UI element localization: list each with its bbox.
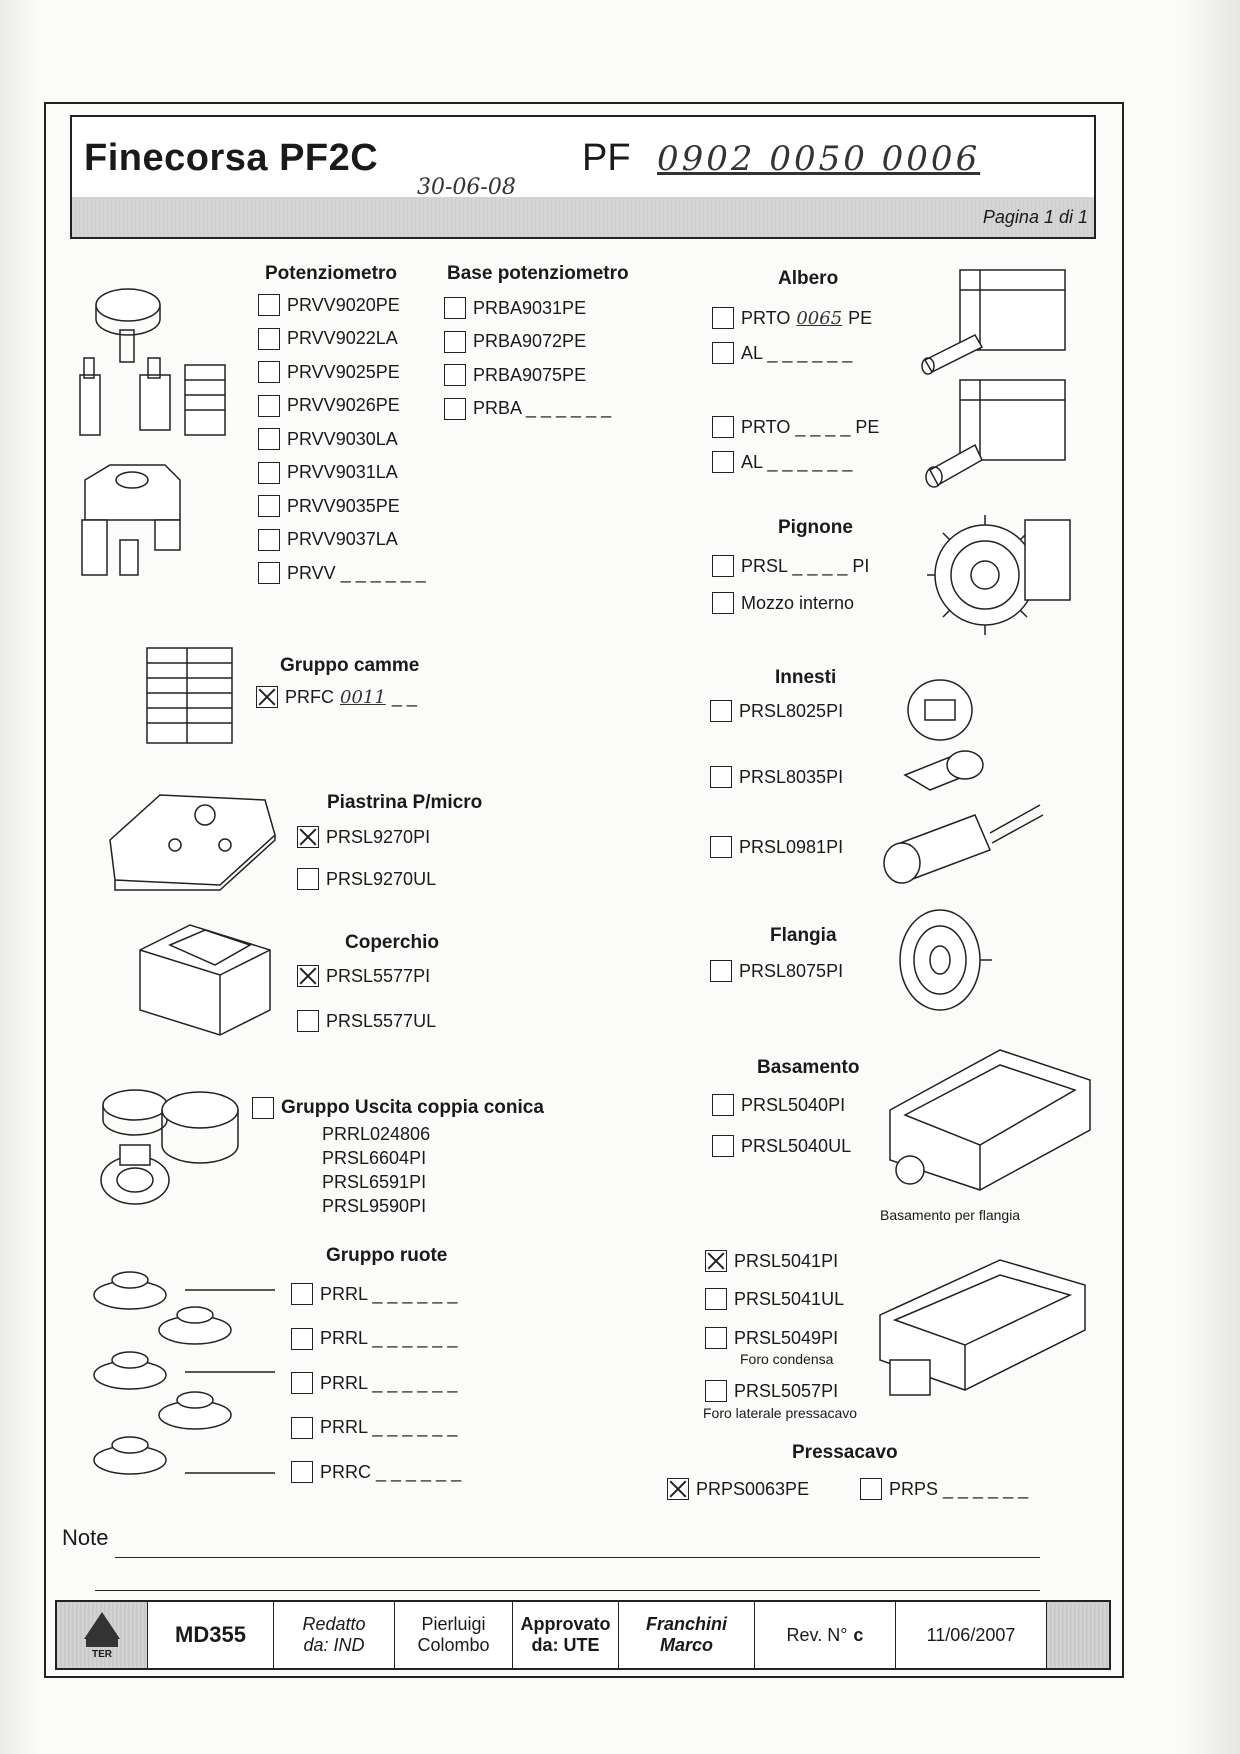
checkbox[interactable]	[258, 462, 280, 484]
checkbox[interactable]	[297, 1010, 319, 1032]
coperchio-item-1[interactable]	[297, 965, 430, 987]
checkbox[interactable]	[252, 1097, 274, 1119]
gruppo-uscita-heading: Gruppo Uscita coppia conica	[281, 1097, 544, 1118]
gruppo-ruote-item-1-label: PRRL _ _ _ _ _ _	[320, 1283, 458, 1304]
footer-redatto-name	[395, 1602, 513, 1668]
base-housing-drawing	[870, 1250, 1090, 1410]
footer-redatto-label	[274, 1602, 395, 1668]
checkbox[interactable]	[705, 1327, 727, 1349]
albero-item-4-label: AL _ _ _ _ _ _	[741, 451, 853, 472]
potenziometro-item-1[interactable]	[258, 294, 400, 316]
checkbox[interactable]	[860, 1478, 882, 1500]
pressacavo-item-1-label: PRPS0063PE	[696, 1478, 810, 1499]
checkbox[interactable]	[291, 1417, 313, 1439]
checkbox[interactable]	[258, 328, 280, 350]
checkbox[interactable]	[291, 1328, 313, 1350]
coperchio-item-2[interactable]	[297, 1010, 436, 1032]
checkbox[interactable]	[258, 562, 280, 584]
coperchio-item-2-label: PRSL5577UL	[326, 1010, 437, 1031]
cam-group-drawing	[142, 638, 242, 748]
checkbox[interactable]	[712, 592, 734, 614]
checkbox-checked[interactable]	[667, 1478, 689, 1500]
checkbox[interactable]	[297, 868, 319, 890]
checkbox[interactable]	[710, 960, 732, 982]
footer-approvato-label	[513, 1602, 619, 1668]
revision-date: 11/06/2007	[926, 1624, 1016, 1645]
handwritten-date: 30-06-08	[417, 175, 516, 200]
pignone-item-1[interactable]	[712, 555, 869, 577]
base-potenziometro-item-3[interactable]	[444, 364, 586, 386]
albero-item-3[interactable]	[712, 416, 879, 438]
innesti-item-3-label: PRSL0981PI	[739, 836, 844, 857]
pressacavo-item-1[interactable]	[667, 1478, 809, 1500]
checkbox[interactable]	[712, 416, 734, 438]
base-potenziometro-item-1[interactable]	[444, 297, 586, 319]
gruppo-ruote-heading: Gruppo ruote	[326, 1245, 448, 1266]
gruppo-uscita-code-1: PRRL024806	[322, 1124, 431, 1144]
potenziometro-item-6-label: PRVV9031LA	[287, 462, 398, 482]
flangia-item-1[interactable]	[710, 960, 843, 982]
pignone-heading: Pignone	[778, 517, 853, 538]
coperchio-item-1-label: PRSL5577PI	[326, 965, 431, 986]
checkbox[interactable]	[291, 1461, 313, 1483]
innesti-heading: Innesti	[775, 667, 837, 688]
checkbox[interactable]	[258, 395, 280, 417]
pignone-item-1-label: PRSL _ _ _ _ PI	[741, 555, 870, 576]
gruppo-uscita-code-3: PRSL6591PI	[322, 1172, 427, 1192]
footer-end-cell	[1047, 1602, 1109, 1668]
page-number: Pagina 1 di 1	[982, 207, 1088, 227]
redatto-name-2: Colombo	[417, 1635, 490, 1655]
potenziometro-item-2[interactable]	[258, 328, 398, 350]
gruppo-ruote-item-2-label: PRRL _ _ _ _ _ _	[320, 1328, 458, 1348]
ter-logo-text: TER	[92, 1649, 112, 1661]
innesti-item-1[interactable]	[710, 700, 843, 722]
basamento-item-2-label: PRSL5040UL	[741, 1135, 852, 1156]
gruppo-ruote-item-5[interactable]	[291, 1461, 461, 1483]
footer-approvato-name	[619, 1602, 755, 1668]
note-line-2[interactable]	[95, 1590, 1040, 1591]
cover-drawing	[120, 920, 280, 1040]
gruppo-camme-handwritten: 0011	[340, 686, 386, 708]
note-label: Note	[62, 1525, 109, 1550]
flangia-item-1-label: PRSL8075PI	[739, 960, 844, 981]
checkbox[interactable]	[258, 294, 280, 316]
gruppo-camme-item[interactable]	[256, 686, 417, 708]
piastrina-heading: Piastrina P/micro	[327, 792, 483, 813]
checkbox[interactable]	[712, 342, 734, 364]
footer-table	[55, 1600, 1111, 1670]
checkbox[interactable]	[712, 307, 734, 329]
checkbox[interactable]	[444, 331, 466, 353]
basamento-item-2[interactable]	[712, 1135, 851, 1157]
checkbox[interactable]	[444, 398, 466, 420]
potenziometro-item-2-label: PRVV9022LA	[287, 328, 398, 348]
pf-code-handwritten: 0902 0050 0006	[657, 139, 981, 179]
gruppo-camme-heading: Gruppo camme	[280, 655, 420, 676]
shaft-drawing	[920, 265, 1070, 495]
basamento-item-1-label: PRSL5040PI	[741, 1094, 846, 1115]
base-potenziometro-item-2-label: PRBA9072PE	[473, 331, 587, 351]
albero-item-4[interactable]	[712, 451, 852, 473]
footer-rev	[755, 1602, 896, 1668]
checkbox[interactable]	[710, 766, 732, 788]
note-line-1[interactable]	[115, 1557, 1040, 1558]
basamento2-item-2[interactable]	[705, 1288, 844, 1310]
pinion-drawing	[930, 510, 1070, 650]
base-flange-drawing	[880, 1040, 1100, 1200]
basamento2-item-1-label: PRSL5041PI	[734, 1250, 839, 1271]
basamento-caption: Basamento per flangia	[880, 1207, 1021, 1223]
checkbox[interactable]	[291, 1283, 313, 1305]
checkbox-checked[interactable]	[705, 1250, 727, 1272]
potenziometro-item-5-label: PRVV9030LA	[287, 428, 398, 449]
header-shaded-band	[72, 197, 1094, 237]
base-potenziometro-item-3-label: PRBA9075PE	[473, 364, 587, 385]
potenziometro-item-3-label: PRVV9025PE	[287, 361, 400, 382]
pressacavo-heading: Pressacavo	[792, 1442, 898, 1463]
form-header	[70, 115, 1096, 239]
innesti-item-2-label: PRSL8035PI	[739, 766, 844, 787]
redatto-label-2: da: IND	[303, 1635, 365, 1655]
potenziometro-item-9-label: PRVV _ _ _ _ _ _	[287, 562, 426, 583]
albero-item-1[interactable]	[712, 307, 872, 329]
gruppo-ruote-item-3[interactable]	[291, 1372, 457, 1394]
basamento2-item-4-label: PRSL5057PI	[734, 1380, 839, 1401]
albero-item-3-label: PRTO _ _ _ _ PE	[741, 416, 880, 437]
checkbox[interactable]	[258, 361, 280, 383]
coperchio-heading: Coperchio	[345, 932, 439, 953]
innesti-item-2[interactable]	[710, 766, 843, 788]
piastrina-item-2[interactable]	[297, 868, 436, 890]
checkbox-checked[interactable]	[256, 686, 278, 708]
gruppo-ruote-item-4[interactable]	[291, 1417, 457, 1439]
potenziometro-item-9[interactable]	[258, 562, 426, 584]
potenziometro-item-7[interactable]	[258, 495, 400, 517]
basamento2-item-2-label: PRSL5041UL	[734, 1288, 845, 1309]
potenziometro-item-1-label: PRVV9020PE	[287, 294, 400, 315]
approvato-name-2: Marco	[659, 1635, 713, 1655]
basamento2-item-4[interactable]	[705, 1380, 838, 1402]
albero-item-2[interactable]	[712, 342, 852, 364]
gruppo-uscita-heading-row[interactable]	[252, 1097, 544, 1119]
checkbox[interactable]	[444, 364, 466, 386]
checkbox[interactable]	[705, 1288, 727, 1310]
gruppo-camme-suffix: _ _	[391, 686, 417, 707]
basamento2-item-3-note: Foro condensa	[740, 1351, 834, 1367]
gruppo-ruote-item-3-label: PRRL _ _ _ _ _ _	[320, 1372, 458, 1393]
gruppo-ruote-item-1[interactable]	[291, 1283, 457, 1305]
doc-code: MD355	[175, 1622, 246, 1648]
footer-date	[896, 1602, 1047, 1668]
albero-item-2-label: AL _ _ _ _ _ _	[741, 342, 853, 363]
basamento2-item-1[interactable]	[705, 1250, 838, 1272]
checkbox[interactable]	[705, 1380, 727, 1402]
albero-item-1-prefix: PRTO	[741, 307, 791, 328]
output-gear-drawing	[95, 1080, 245, 1220]
checkbox[interactable]	[710, 836, 732, 858]
pressacavo-item-2-label: PRPS _ _ _ _ _ _	[889, 1478, 1029, 1499]
potenziometro-item-5[interactable]	[258, 428, 398, 450]
gruppo-uscita-code-2: PRSL6604PI	[322, 1148, 427, 1168]
redatto-name-1: Pierluigi	[421, 1614, 486, 1635]
checkbox-checked[interactable]	[297, 965, 319, 987]
basamento-heading: Basamento	[757, 1057, 860, 1078]
basamento2-item-3[interactable]	[705, 1327, 838, 1349]
base-potenziometro-item-2[interactable]	[444, 331, 586, 353]
checkbox[interactable]	[712, 555, 734, 577]
approvato-name-1: Franchini	[645, 1614, 727, 1635]
piastrina-item-2-label: PRSL9270UL	[326, 868, 437, 889]
albero-heading: Albero	[778, 268, 839, 289]
pf-label: PF	[582, 137, 631, 179]
ter-logo-icon	[82, 1609, 122, 1649]
checkbox[interactable]	[258, 495, 280, 517]
albero-item-1-suffix: PE	[848, 307, 873, 328]
gruppo-uscita-code-4: PRSL9590PI	[322, 1196, 427, 1216]
gruppo-camme-prefix: PRFC	[285, 686, 334, 707]
potenziometro-item-6[interactable]	[258, 462, 398, 484]
albero-item-1-handwritten: 0065	[796, 307, 843, 329]
innesti-item-1-label: PRSL8025PI	[739, 700, 844, 721]
flange-drawing	[895, 905, 995, 1015]
footer-doc-code	[148, 1602, 274, 1668]
footer-logo-cell	[57, 1602, 148, 1668]
base-potenziometro-item-4-label: PRBA _ _ _ _ _ _	[473, 398, 612, 418]
checkbox[interactable]	[258, 529, 280, 551]
checkbox[interactable]	[712, 1135, 734, 1157]
piastrina-item-1[interactable]	[297, 826, 430, 848]
potenziometro-item-8[interactable]	[258, 529, 398, 551]
potenziometro-item-8-label: PRVV9037LA	[287, 529, 398, 549]
base-potenziometro-item-1-label: PRBA9031PE	[473, 297, 587, 318]
innesti-item-3[interactable]	[710, 836, 843, 858]
redatto-label-1: Redatto	[302, 1614, 366, 1635]
rev-value: c	[853, 1624, 864, 1645]
checkbox[interactable]	[712, 1094, 734, 1116]
wheel-group-drawing	[85, 1255, 285, 1490]
approvato-label-2: da: UTE	[531, 1635, 600, 1655]
potenziometro-item-3[interactable]	[258, 361, 400, 383]
potenziometro-item-4[interactable]	[258, 395, 400, 417]
flangia-heading: Flangia	[770, 925, 837, 946]
pressacavo-item-2[interactable]	[860, 1478, 1028, 1500]
checkbox[interactable]	[291, 1372, 313, 1394]
checkbox[interactable]	[710, 700, 732, 722]
pignone-item-2[interactable]	[712, 592, 854, 614]
potenziometro-item-7-label: PRVV9035PE	[287, 495, 400, 516]
rev-label: Rev. N°	[786, 1624, 848, 1645]
form-title: Finecorsa PF2C	[84, 137, 379, 179]
gruppo-ruote-item-5-label: PRRC _ _ _ _ _ _	[320, 1461, 462, 1482]
checkbox[interactable]	[444, 297, 466, 319]
base-potenziometro-heading: Base potenziometro	[447, 263, 629, 284]
pignone-item-2-label: Mozzo interno	[741, 592, 855, 613]
basamento2-item-4-note: Foro laterale pressacavo	[703, 1405, 858, 1421]
potentiometer-drawing	[70, 280, 240, 590]
base-potenziometro-item-4[interactable]	[444, 398, 611, 420]
potenziometro-item-4-label: PRVV9026PE	[287, 395, 400, 415]
gruppo-ruote-item-2[interactable]	[291, 1328, 457, 1350]
plate-drawing	[100, 785, 280, 895]
basamento2-item-3-label: PRSL5049PI	[734, 1327, 839, 1348]
coupling-drawing	[865, 675, 1050, 885]
checkbox-checked[interactable]	[297, 826, 319, 848]
checkbox[interactable]	[258, 428, 280, 450]
potenziometro-heading: Potenziometro	[265, 263, 397, 284]
checkbox[interactable]	[712, 451, 734, 473]
piastrina-item-1-label: PRSL9270PI	[326, 826, 431, 847]
approvato-label-1: Approvato	[520, 1614, 611, 1635]
basamento-item-1[interactable]	[712, 1094, 845, 1116]
gruppo-ruote-item-4-label: PRRL _ _ _ _ _ _	[320, 1417, 458, 1437]
